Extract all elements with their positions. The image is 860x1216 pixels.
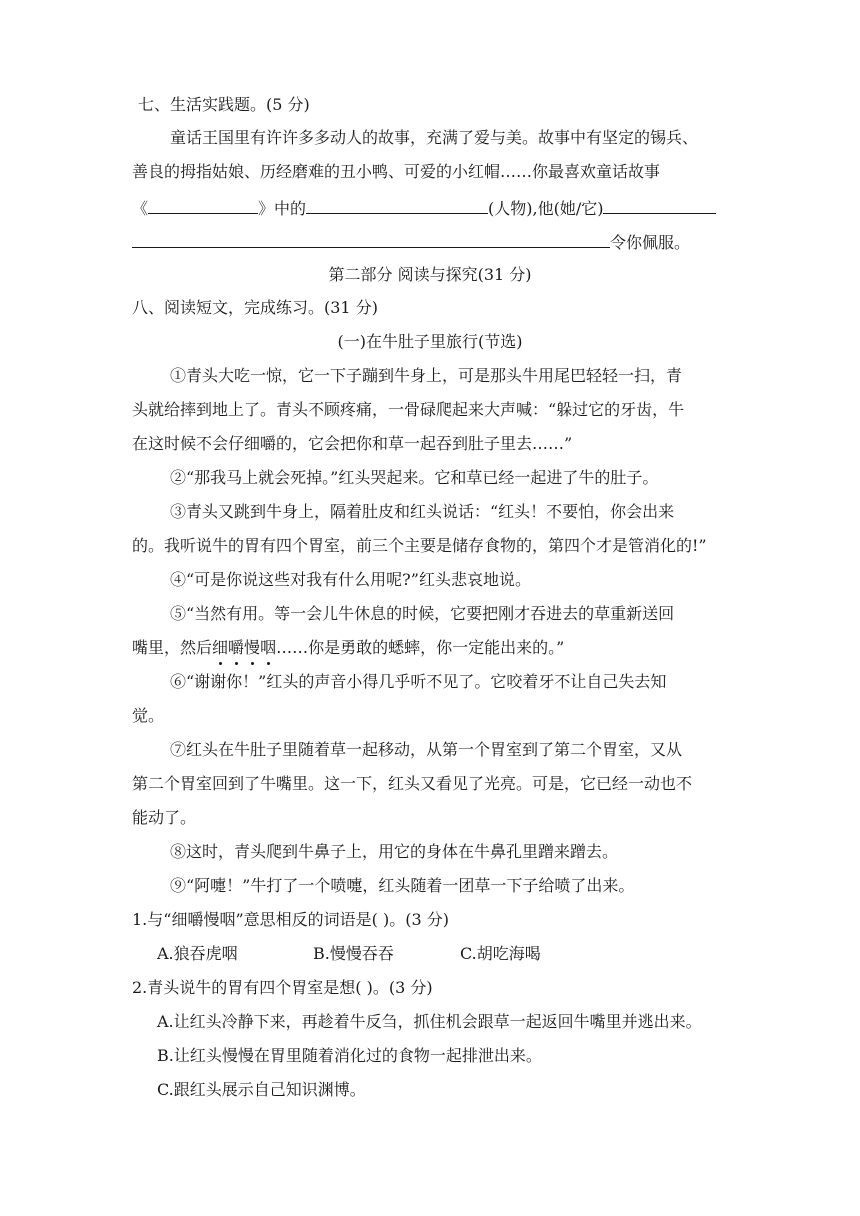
question-2-option-b[interactable]: B.让红头慢慢在胃里随着消化过的食物一起排泄出来。	[157, 1046, 542, 1065]
emphasis-char: 细	[212, 638, 229, 657]
passage-line: ⑥“谢谢你！”红头的声音小得几乎听不见了。它咬着牙不让自己失去知	[170, 672, 667, 691]
emphasis-char: 咽	[260, 638, 277, 657]
fill-end-text: 令你佩服。	[610, 233, 691, 252]
section-8-title: 八、阅读短文，完成练习。(31 分)	[132, 298, 378, 317]
passage-line-dotted	[132, 637, 564, 659]
question-1-option-a[interactable]: A.狼吞虎咽	[157, 944, 238, 963]
section-7-paragraph-line: 善良的拇指姑娘、历经磨难的丑小鸭、可爱的小红帽……你最喜欢童话故事	[132, 162, 661, 181]
passage-line: 觉。	[132, 706, 165, 725]
passage-line: ⑧这时，青头爬到牛鼻子上，用它的身体在牛鼻孔里蹭来蹭去。	[170, 842, 619, 861]
story-title-blank[interactable]	[148, 196, 258, 214]
question-2-stem: 2.青头说牛的胃有四个胃室是想( )。(3 分)	[132, 978, 433, 997]
passage-title: (一)在牛肚子里旅行(节选)	[337, 332, 523, 351]
passage-line: ④“可是你说这些对我有什么用呢?”红头悲哀地说。	[170, 570, 531, 589]
question-2-option-c[interactable]: C.跟红头展示自己知识渊博。	[157, 1080, 366, 1099]
passage-text: ……你是勇敢的蟋蟀，你一定能出来的。”	[276, 638, 565, 657]
section-7-title: 七、生活实践题。(5 分)	[138, 95, 310, 114]
question-1-option-c[interactable]: C.胡吃海喝	[460, 944, 541, 963]
book-title-open: 《	[132, 199, 149, 218]
section-7-fill-line-2	[132, 230, 690, 254]
reason-blank-1[interactable]	[603, 196, 716, 214]
passage-line: 能动了。	[132, 808, 197, 827]
character-blank[interactable]	[306, 196, 488, 214]
passage-line: ⑦红头在牛肚子里随着草一起移动，从第一个胃室到了第二个胃室，又从	[170, 740, 683, 759]
question-1-option-b[interactable]: B.慢慢吞吞	[313, 944, 394, 963]
fill-mid-text: 》中的	[258, 199, 307, 218]
passage-line: 头就给摔到地上了。青头不顾疼痛，一骨碌爬起来大声喊：“躲过它的牙齿，牛	[132, 400, 685, 419]
question-1-stem: 1.与“细嚼慢咽”意思相反的词语是( )。(3 分)	[132, 910, 449, 929]
passage-line: ②“那我马上就会死掉。”红头哭起来。它和草已经一起进了牛的肚子。	[170, 468, 659, 487]
passage-text: 嘴里，然后	[132, 638, 213, 657]
passage-line: ①青头大吃一惊，它一下子蹦到牛身上，可是那头牛用尾巴轻轻一扫，青	[170, 366, 683, 385]
passage-line: ⑨“阿嚏！”牛打了一个喷嚏，红头随着一团草一下子给喷了出来。	[170, 876, 635, 895]
section-7-fill-line	[132, 196, 716, 220]
passage-line: ③青头又跳到牛身上，隔着肚皮和红头说话：“红头！不要怕，你会出来	[170, 502, 675, 521]
question-2-option-a[interactable]: A.让红头冷静下来，再趁着牛反刍，抓住机会跟草一起返回牛嘴里并逃出来。	[157, 1012, 702, 1031]
passage-line: 第二个胃室回到了牛嘴里。这一下，红头又看见了光亮。可是，它已经一动也不	[132, 774, 693, 793]
section-7-paragraph-line: 童话王国里有许许多多动人的故事，充满了爱与美。故事中有坚定的锡兵、	[170, 128, 699, 147]
passage-line: 的。我听说牛的胃有四个胃室，前三个主要是储存食物的，第四个才是管消化的!”	[132, 536, 707, 555]
reason-blank-2[interactable]	[132, 230, 610, 248]
passage-line: 在这时候不会仔细嚼的，它会把你和草一起吞到肚子里去……”	[132, 434, 573, 453]
part-2-heading: 第二部分 阅读与探究(31 分)	[328, 265, 532, 284]
emphasis-char: 嚼	[228, 638, 245, 657]
fill-person-text: (人物),他(她/它)	[488, 199, 604, 218]
emphasis-char: 慢	[244, 638, 261, 657]
passage-line: ⑤“当然有用。等一会儿牛休息的时候，它要把刚才吞进去的草重新送回	[170, 604, 675, 623]
